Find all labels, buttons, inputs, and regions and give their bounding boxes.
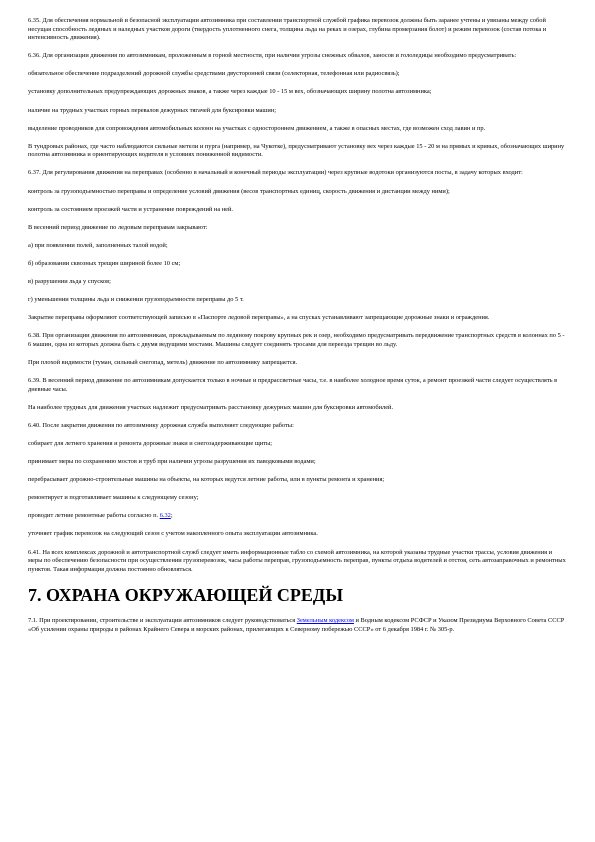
paragraph: г) уменьшении толщины льда и снижении грузоподъемности переправы до 5 т. xyxy=(28,296,244,304)
paragraph: 6.40. После закрытия движения по автозимнику дорожная служба выполняет следующие работы: xyxy=(28,421,294,429)
section-first-paragraph xyxy=(28,617,568,634)
paragraph: перебрасывает дорожно-строительные машины на объекты, на которых ведутся летние работы, или в пункты ремонта и хранения; xyxy=(28,476,385,484)
paragraph: 6.41. На всех комплексах дорожной и автотранспортной служб следует иметь информационные табло со схемой автозимника, на которой указаны трудные участки трассы, условия движения и меры по обеспечению безопасности при осуществлении грузоперевозок, часы работы переправ, грузоподъемность переправ, пункты отдыха водителей и отстоя, сеть автозаправочных и ремонтных пунктов. Такая информация должна постоянно обновляться. xyxy=(28,548,566,573)
paragraph: На наиболее трудных для движения участках надлежит предусматривать расстановку дежурных машин для буксировки автомобилей. xyxy=(28,403,394,411)
paragraph: ремонтирует и подготавливает машины к следующему сезону; xyxy=(28,494,199,502)
paragraph: контроль за состоянием проезжей части и устранение повреждений на ней. xyxy=(28,205,234,213)
paragraph: Закрытие переправы оформляют соответствующей записью в «Паспорте ледовой переправы», а на спусках устанавливают запрещающие дорожные знаки и ограждения. xyxy=(28,314,490,322)
paragraph: а) при появлении полей, заполненных талой водой; xyxy=(28,241,168,249)
paragraph-suffix: и Водным кодексом РСФСР и Указом Президиума Верховного Совета СССР «Об усилении охраны природы в районах Крайнего Севера и морских районах, прилегающих к Северному побережью СССР» от 6 декабря 1984 г. № 305-р. xyxy=(28,617,565,633)
paragraph: б) образовании сквозных трещин шириной более 10 см; xyxy=(28,259,181,267)
reference-link-6-32[interactable]: 6.32 xyxy=(159,512,171,520)
paragraph-prefix: 7.1. При проектировании, строительстве и эксплуатации автозимников следует руководствоваться xyxy=(28,617,297,625)
paragraph-with-reference xyxy=(28,512,568,521)
paragraph: 6.35. Для обеспечения нормальной и безопасной эксплуатации автозимника при составлении транспортной службой графика перевозок должны быть заранее учтены и увязаны между собой несущая способность ледяных и наледных участков дороги (твердость уплотненного снега, толщина льда на реках и озерах, глубина промерзания болот) и режим перевозок (состав потока и интенсивность движения). xyxy=(28,17,547,42)
paragraphs-after-reference xyxy=(28,530,568,574)
paragraph: 6.38. При организации движения по автозимникам, прокладываемым по ледяному покрову крупных рек и озер, необходимо предусматривать передвижение транспортных средств в колоннах по 5 - 6 машин, одна из которых должна быть с двумя ведущими мостами. Машины следует соединять тросами для переезда трещин во льду. xyxy=(28,332,565,348)
paragraph: При плохой видимости (туман, сильный снегопад, метель) движение по автозимнику запрещается. xyxy=(28,358,298,366)
paragraph: 6.37. Для регулирования движения на переправах (особенно в начальный и конечный периоды эксплуатации) через крупные водотоки организуются посты, в задачу которых входит: xyxy=(28,169,523,177)
paragraph: 6.39. В весенний период движение по автозимникам допускается только в ночные и предрассветные часы, т.е. в наиболее холодное время суток, а ремонт проезжей части следует осуществлять в дневные часы. xyxy=(28,377,558,393)
paragraph: контроль за грузоподъемностью переправы и определение условий движения (весов транспортных единиц, скорость движения и дистанции между ними); xyxy=(28,187,450,195)
paragraph: собирает для летнего хранения и ремонта дорожные знаки и снегозадерживающие щиты; xyxy=(28,439,273,447)
paragraph: выделение проводников для сопровождения автомобильных колонн на участках с одностороннем движением, а также в опасных местах, где возможен сход лавин и пр. xyxy=(28,124,486,132)
paragraph: принимает меры по сохранению мостов и труб при наличии угрозы разрушения их паводковыми водами; xyxy=(28,458,316,466)
paragraph: установку дополнительных предупреждающих дорожных знаков, а также через каждые 10 - 15 м вех, обозначающих ширину полотна автозимника; xyxy=(28,88,432,96)
reference-text: проводит летние ремонтные работы согласно п. xyxy=(28,512,160,520)
paragraph: В тундровых районах, где часто наблюдаются сильные метели и пурга (например, на Чукотке), предусматривают установку вех через каждые 15 - 20 м на прямых и кривых, обозначающих ширину полотна автозимника и ориентирующих водителя в условиях пониженной видимости. xyxy=(28,142,565,159)
reference-suffix: ; xyxy=(170,512,173,520)
document-body xyxy=(28,17,568,644)
paragraph: 6.36. Для организации движения по автозимникам, проложенным в горной местности, при наличии угрозы снежных обвалов, заносов и гололедицы необходимо предусматривать: xyxy=(28,52,517,60)
paragraph: в) разрушении льда у спусков; xyxy=(28,278,111,285)
paragraph: уточняет график перевозок на следующий сезон с учетом накопленного опыта эксплуатации автозимника. xyxy=(28,530,318,538)
paragraph: обязательное обеспечение подразделений дорожной службы средствами двусторонней связи (селекторная, телефонная или радиосвязь); xyxy=(28,70,400,78)
paragraph: наличие на трудных участках горных перевалов дежурных тягачей для буксировки машин; xyxy=(28,106,276,114)
section-heading: 7. ОХРАНА ОКРУЖАЮЩЕЙ СРЕДЫ xyxy=(28,585,343,606)
paragraph: В весенний период движение по ледовым переправам закрывают: xyxy=(28,223,208,231)
paragraphs-before-section xyxy=(28,17,568,503)
land-code-link[interactable]: Земельным кодексом xyxy=(296,617,354,625)
